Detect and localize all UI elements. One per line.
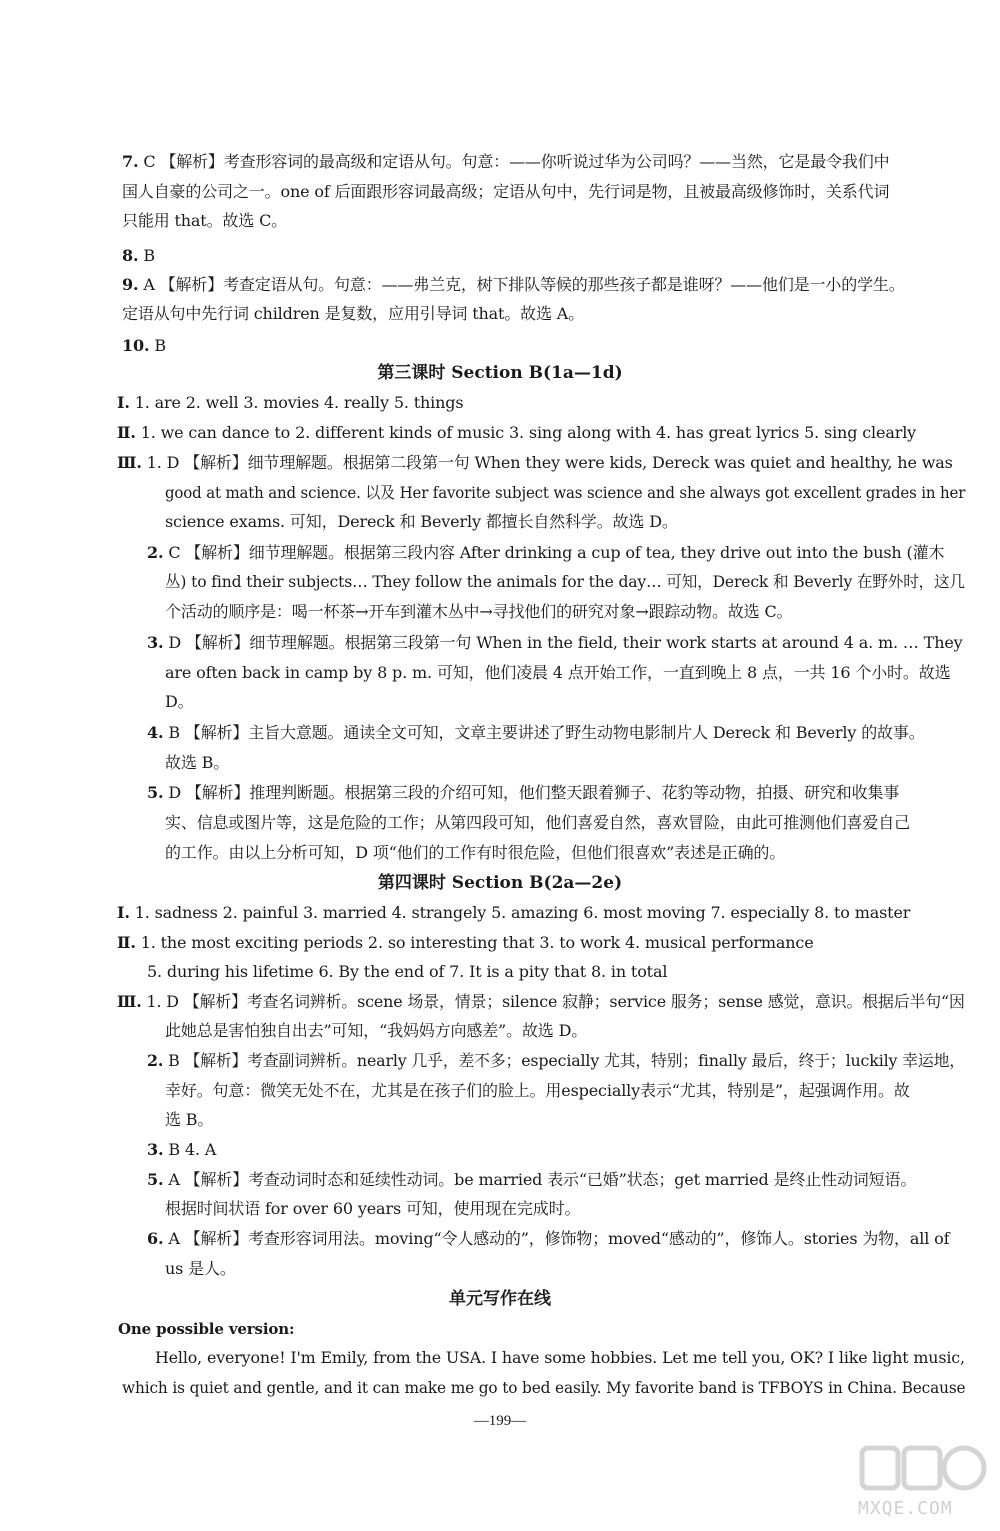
line-text: C 【解析】细节理解题。根据第三段内容 After drinking a cup of tea, they drive out into the bush (灌木	[163, 543, 945, 562]
line-text: 实、信息或图片等，这是危险的工作；从第四段可知，他们喜爱自然，喜欢冒险，由此可推测他们喜爱自己	[165, 813, 910, 832]
answer-line	[122, 335, 166, 357]
line-text: C 【解析】考查形容词的最高级和定语从句。句意：——你听说过华为公司吗？——当然，它是最令我们中	[138, 152, 890, 171]
answer-line	[122, 1377, 965, 1399]
answer-line	[147, 1050, 965, 1072]
section-heading-writing: 单元写作在线	[449, 1289, 551, 1309]
answer-line	[147, 1228, 949, 1250]
item-number: 7.	[122, 152, 139, 171]
answer-line	[165, 1198, 580, 1220]
line-text: 5. during his lifetime 6. By the end of 7. It is a pity that 8. in total	[147, 962, 668, 981]
line-text: D。	[165, 692, 194, 711]
line-text: 丛) to find their subjects… They follow the animals for the day… 可知，Dereck 和 Beverly 在野外时，这几	[165, 572, 965, 591]
line-text: 幸好。句意：微笑无处不在，尤其是在孩子们的脸上。用especially表示“尤其，特别是”，起强调作用。故	[165, 1081, 910, 1100]
answer-line	[117, 932, 814, 954]
answer-line	[117, 991, 965, 1013]
line-text: Hello, everyone! I'm Emily, from the USA. I have some hobbies. Let me tell you, OK? I like light music,	[155, 1348, 965, 1367]
answer-line	[165, 1258, 236, 1280]
item-number: 9.	[122, 275, 139, 294]
answer-line	[147, 632, 963, 654]
item-number: 3.	[147, 1140, 164, 1159]
line-text: 个活动的顺序是：喝一杯茶→开车到灌木丛中→寻找他们的研究对象→跟踪动物。故选 C。	[165, 602, 793, 621]
line-text: 此她总是害怕独自出去”可知，“我妈妈方向感差”。故选 D。	[165, 1021, 588, 1040]
answer-line	[165, 691, 194, 713]
line-text: good at math and science. 以及 Her favorite subject was science and she always got excellent grades in her	[165, 483, 966, 502]
line-text: 1. D 【解析】细节理解题。根据第二段第一句 When they were kids, Dereck was quiet and healthy, he was	[141, 453, 953, 472]
line-text: 1. the most exciting periods 2. so interesting that 3. to work 4. musical performance	[135, 933, 814, 952]
sample-version-label: One possible version:	[118, 1320, 295, 1338]
line-text: B 【解析】考查副词辨析。nearly 几乎，差不多；especially 尤其，特别；finally 最后，终于；luckily 幸运地，	[163, 1051, 965, 1070]
watermark-text: MXQE.COM	[858, 1498, 953, 1519]
line-text: 选 B。	[165, 1110, 214, 1129]
line-text: 1. we can dance to 2. different kinds of music 3. sing along with 4. has great lyrics 5. sing clearly	[135, 423, 917, 442]
item-number: 10.	[122, 336, 150, 355]
answer-line	[122, 151, 889, 173]
item-number: Ⅱ.	[117, 933, 136, 952]
line-text: A 【解析】考查形容词用法。moving“令人感动的”，修饰物；moved“感动的”，修饰人。stories 为物，all of	[163, 1229, 950, 1248]
line-text: 故选 B。	[165, 753, 230, 772]
answer-line	[165, 601, 792, 623]
line-text: D 【解析】推理判断题。根据第三段的介绍可知，他们整天跟着狮子、花豹等动物，拍摄、研究和收集事	[163, 783, 900, 802]
line-text: A 【解析】考查定语从句。句意：——弗兰克，树下排队等候的那些孩子都是谁呀？——他们是一小的学生。	[138, 275, 905, 294]
watermark-seal-icon	[858, 1440, 988, 1500]
answer-line	[155, 1347, 965, 1369]
answer-line	[165, 482, 965, 504]
answer-line	[122, 303, 584, 325]
answer-line	[117, 422, 916, 444]
answer-line	[165, 571, 965, 593]
answer-line	[147, 782, 899, 804]
line-text: B	[149, 336, 166, 355]
item-number: 5.	[147, 1170, 164, 1189]
line-text: which is quiet and gentle, and it can make me go to bed easily. My favorite band is TFBOYS in China. Because	[122, 1378, 966, 1397]
line-text: 国人自豪的公司之一。one of 后面跟形容词最高级；定语从句中，先行词是物，且被最高级修饰时，关系代词	[122, 182, 890, 201]
item-number: 6.	[147, 1229, 164, 1248]
line-text: B 【解析】主旨大意题。通读全文可知，文章主要讲述了野生动物电影制片人 Dereck 和 Beverly 的故事。	[163, 723, 925, 742]
line-text: A 【解析】考查动词时态和延续性动词。be married 表示“已婚”状态；get married 是终止性动词短语。	[163, 1170, 917, 1189]
answer-line	[147, 961, 667, 983]
answer-line	[165, 752, 229, 774]
item-number: 4.	[147, 723, 164, 742]
line-text: B 4. A	[163, 1140, 217, 1159]
answer-line	[165, 662, 950, 684]
line-text: 只能用 that。故选 C。	[122, 211, 288, 230]
answer-line	[147, 1139, 216, 1161]
item-number: 5.	[147, 783, 164, 802]
answer-line	[117, 902, 910, 924]
answer-line	[147, 1169, 916, 1191]
line-text: 1. sadness 2. painful 3. married 4. strangely 5. amazing 6. most moving 7. especially 8. to master	[129, 903, 911, 922]
item-number: Ⅲ.	[117, 453, 142, 472]
answer-line	[117, 452, 953, 474]
line-text: 1. are 2. well 3. movies 4. really 5. things	[129, 393, 464, 412]
line-text: 根据时间状语 for over 60 years 可知，使用现在完成时。	[165, 1199, 581, 1218]
answer-line	[122, 245, 155, 267]
item-number: 3.	[147, 633, 164, 652]
answer-line	[165, 812, 910, 834]
section-heading-lesson-3: 第三课时 Section B(1a—1d)	[377, 363, 623, 383]
line-text: 定语从句中先行词 children 是复数，应用引导词 that。故选 A。	[122, 304, 585, 323]
line-text: 的工作。由以上分析可知，D 项“他们的工作有时很危险，但他们很喜欢”表述是正确的。	[165, 843, 786, 862]
answer-line	[165, 511, 678, 533]
page-number: —199—	[473, 1413, 527, 1429]
watermark-logo	[858, 1440, 988, 1525]
item-number: 8.	[122, 246, 139, 265]
line-text: are often back in camp by 8 p. m. 可知，他们凌晨 4 点开始工作，一直到晚上 8 点，一共 16 个小时。故选	[165, 663, 951, 682]
item-number: Ⅱ.	[117, 423, 136, 442]
answer-line	[147, 542, 944, 564]
answer-line	[165, 1109, 213, 1131]
section-heading-lesson-4: 第四课时 Section B(2a—2e)	[377, 873, 623, 893]
answer-line	[122, 274, 905, 296]
item-number: 2.	[147, 543, 164, 562]
item-number: Ⅰ.	[117, 393, 130, 412]
line-text: B	[138, 246, 155, 265]
item-number: Ⅲ.	[117, 992, 142, 1011]
answer-line	[165, 1020, 587, 1042]
answer-line	[122, 210, 287, 232]
answer-line	[117, 392, 463, 414]
answer-line	[165, 842, 785, 864]
line-text: science exams. 可知，Dereck 和 Beverly 都擅长自然科学。故选 D。	[165, 512, 678, 531]
answer-line	[165, 1080, 910, 1102]
item-number: 2.	[147, 1051, 164, 1070]
line-text: D 【解析】细节理解题。根据第三段第一句 When in the field, their work starts at around 4 a. m. … They	[163, 633, 963, 652]
line-text: us 是人。	[165, 1259, 236, 1278]
answer-line	[122, 181, 889, 203]
answer-line	[147, 722, 925, 744]
item-number: Ⅰ.	[117, 903, 130, 922]
line-text: 1. D 【解析】考查名词辨析。scene 场景，情景；silence 寂静；service 服务；sense 感觉，意识。根据后半句“因	[141, 992, 965, 1011]
